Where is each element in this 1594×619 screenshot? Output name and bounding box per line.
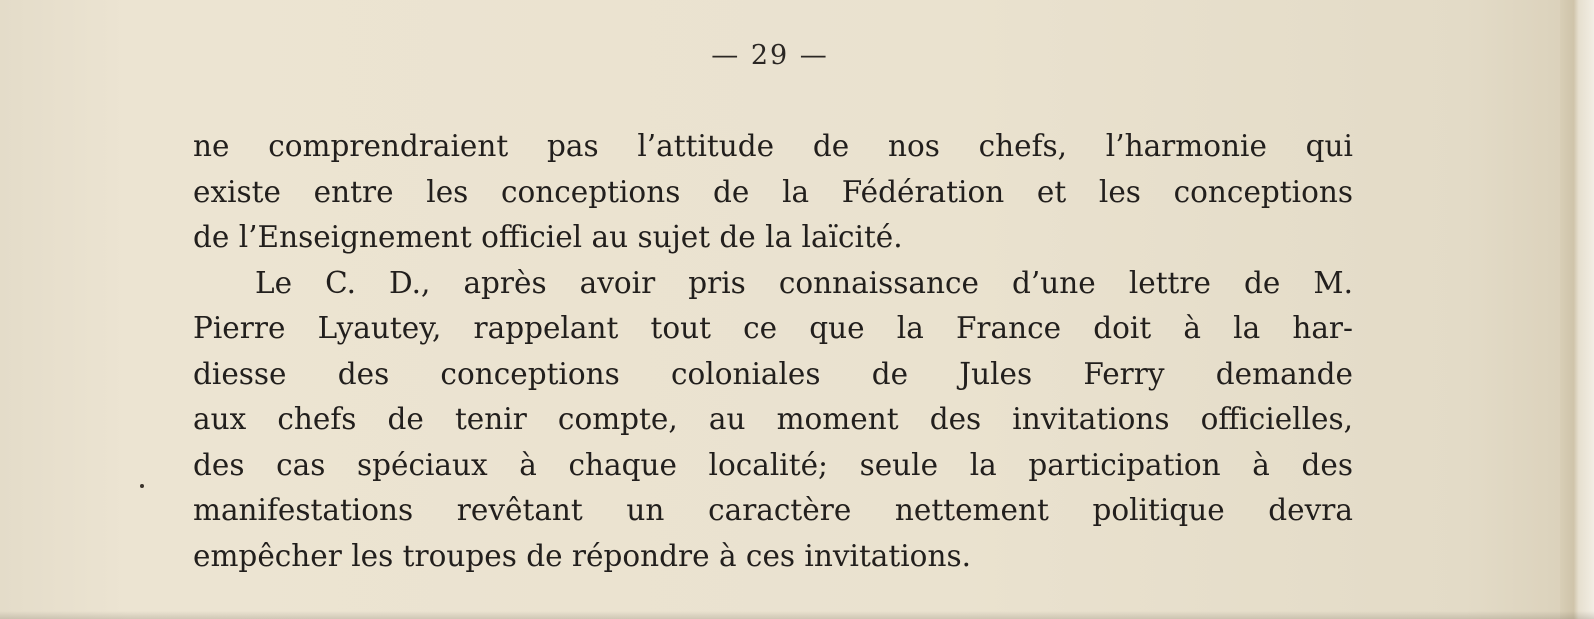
text-line: empêcher les troupes de répondre à ces invitations.: [193, 538, 971, 573]
text-line: Le C. D., après avoir pris connaissance d’une lettre de M.: [255, 265, 1353, 300]
text-line: aux chefs de tenir compte, au moment des invitations officielles,: [193, 402, 1353, 436]
ink-speck: [140, 484, 144, 488]
page-edge: [1560, 0, 1594, 619]
text-line: manifestations revêtant un caractère nettement politique devra: [193, 493, 1353, 527]
text-line: des cas spéciaux à chaque localité; seule la participation à des: [193, 447, 1353, 482]
text-line: Pierre Lyautey, rappelant tout ce que la France doit à la har-: [193, 311, 1353, 345]
body-text: [193, 124, 1353, 579]
text-line: existe entre les conceptions de la Fédération et les conceptions: [193, 174, 1353, 209]
page-number: — 29 —: [711, 40, 829, 71]
page-shadow: [0, 611, 1594, 619]
text-line: ne comprendraient pas l’attitude de nos chefs, l’harmonie qui: [193, 129, 1353, 163]
text-line: de l’Enseignement officiel au sujet de la laïcité.: [193, 220, 903, 254]
text-line: diesse des conceptions coloniales de Jules Ferry demande: [193, 356, 1353, 391]
